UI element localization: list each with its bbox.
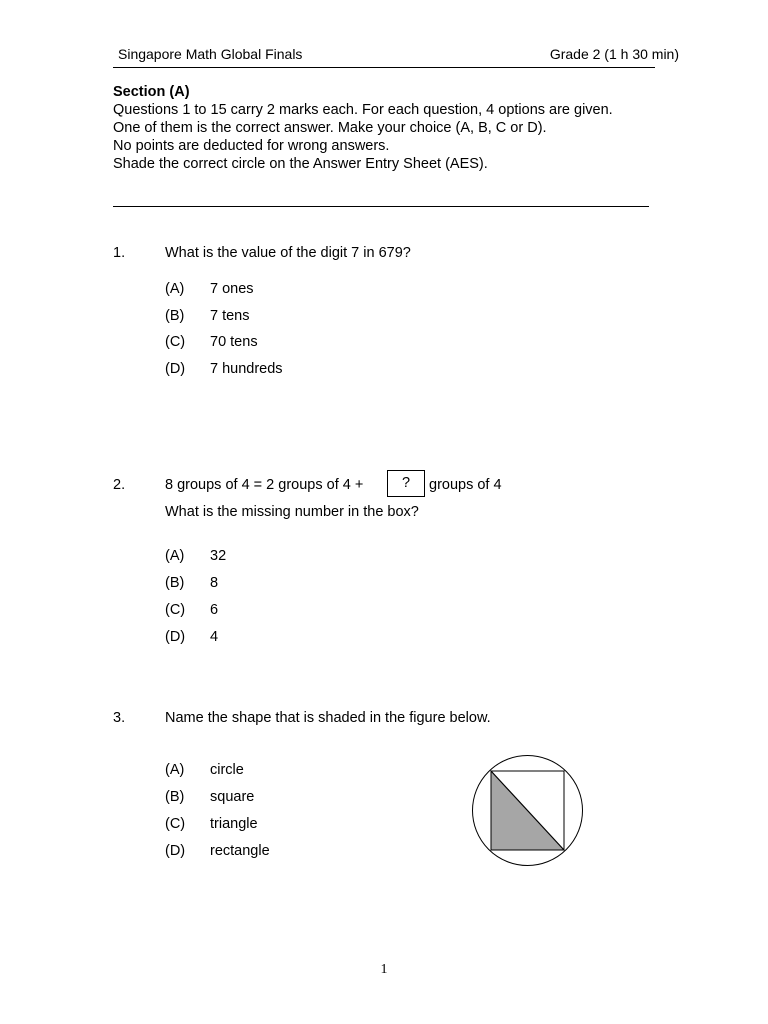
option-text: 7 hundreds [210,361,283,377]
option-label: (B) [165,308,185,324]
header-exam-title: Singapore Math Global Finals [118,46,303,62]
option-label: (D) [165,843,186,859]
question-3-number: 3. [113,710,126,726]
option-label: (D) [165,629,186,645]
option-text: 7 tens [210,308,250,324]
question-2-number: 2. [113,477,126,493]
question-1-number: 1. [113,245,126,261]
section-title: Section (A) [113,84,190,100]
question-2-text: 8 groups of 4 = 2 groups of 4 + [165,477,364,493]
option-label: (B) [165,575,185,591]
instruction-line: One of them is the correct answer. Make your choice (A, B, C or D). [113,120,547,136]
instruction-line: No points are deducted for wrong answers. [113,138,390,154]
question-2-subtext: What is the missing number in the box? [165,504,419,520]
question-3-text: Name the shape that is shaded in the figure below. [165,710,491,726]
option-text: 8 [210,575,219,591]
option-text: triangle [210,816,258,832]
header-grade-duration: Grade 2 (1 h 30 min) [549,46,679,62]
option-text: 7 ones [210,281,254,297]
option-text: 6 [210,602,219,618]
instruction-line: Shade the correct circle on the Answer Entry Sheet (AES). [113,156,488,172]
missing-number-box: ? [387,470,425,497]
option-label: (C) [165,816,186,832]
option-text: 4 [210,629,219,645]
option-label: (D) [165,361,186,377]
option-label: (A) [165,548,185,564]
option-label: (A) [165,281,185,297]
section-divider [113,206,649,207]
option-text: 70 tens [210,334,258,350]
question-2-text-after-box: groups of 4 [429,477,502,493]
shape-figure [470,754,586,870]
option-text: 32 [210,548,227,564]
header-rule [113,67,655,68]
instruction-line: Questions 1 to 15 carry 2 marks each. For each question, 4 options are given. [113,102,613,118]
option-text: square [210,789,255,805]
question-1-text: What is the value of the digit 7 in 679? [165,245,411,261]
option-label: (A) [165,762,185,778]
page-number: 1 [380,962,388,977]
option-text: circle [210,762,244,778]
option-label: (C) [165,334,186,350]
option-label: (C) [165,602,186,618]
option-text: rectangle [210,843,270,859]
option-label: (B) [165,789,185,805]
